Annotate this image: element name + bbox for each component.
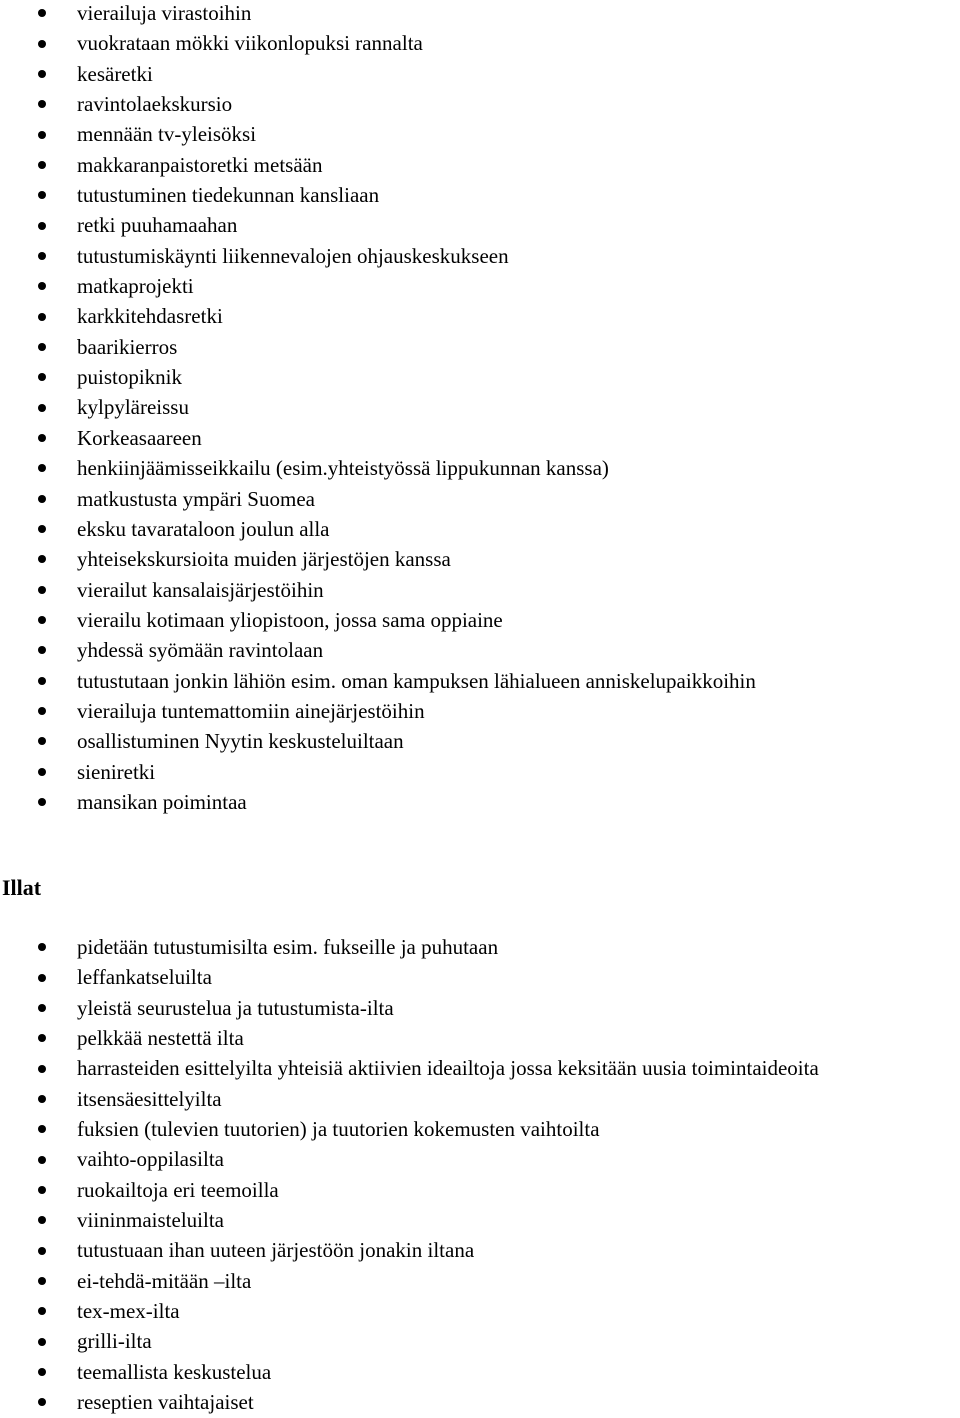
list-item: [0, 757, 756, 787]
list-item: [0, 1084, 819, 1114]
list-item-text: leffankatseluilta: [77, 965, 212, 990]
list-item-text: tutustuaan ihan uuteen järjestöön jonakin iltana: [77, 1238, 475, 1263]
list-item: [0, 1144, 819, 1174]
bullet-icon: [38, 1034, 46, 1042]
list-item-text: baarikierros: [77, 334, 178, 359]
bullet-icon: [38, 9, 46, 17]
bullet-icon: [38, 434, 46, 442]
list-item-text: mansikan poimintaa: [77, 789, 247, 814]
bullet-icon: [38, 586, 46, 594]
list-item-text: tutustumiskäynti liikennevalojen ohjauskeskukseen: [77, 243, 509, 268]
bullet-icon: [38, 616, 46, 624]
list-item: [0, 666, 756, 696]
list-item-text: retki puuhamaahan: [77, 213, 238, 238]
list-item: [0, 484, 756, 514]
list-item: [0, 544, 756, 574]
list-item: [0, 241, 756, 271]
list-item-text: viininmaisteluilta: [77, 1208, 224, 1233]
list-item: [0, 1326, 819, 1356]
bullet-icon: [38, 495, 46, 503]
list-item-text: makkaranpaistoretki metsään: [77, 152, 323, 177]
bullet-icon: [38, 1338, 46, 1346]
list-item: [0, 0, 756, 28]
list-item: [0, 1387, 819, 1417]
list-item-text: vierailuja tuntemattomiin ainejärjestöihin: [77, 698, 425, 723]
list-item: [0, 453, 756, 483]
list-item-text: puistopiknik: [77, 365, 183, 390]
list-item: [0, 575, 756, 605]
list-item: [0, 1023, 819, 1053]
list-item: [0, 635, 756, 665]
bullet-icon: [38, 1368, 46, 1376]
list-item-text: ei-tehdä-mitään –ilta: [77, 1268, 252, 1293]
list-item: [0, 180, 756, 210]
list-item: [0, 1235, 819, 1265]
bullet-icon: [38, 252, 46, 260]
bullet-icon: [38, 40, 46, 48]
bullet-icon: [38, 1186, 46, 1194]
list-item-text: mennään tv-yleisöksi: [77, 122, 257, 147]
list-item-text: teemallista keskustelua: [77, 1359, 272, 1384]
bullet-icon: [38, 191, 46, 199]
evenings-list: [0, 932, 819, 1418]
list-item-text: vierailu kotimaan yliopistoon, jossa sama oppiaine: [77, 607, 503, 632]
list-item: [0, 932, 819, 962]
list-item: [0, 332, 756, 362]
list-item: [0, 1266, 819, 1296]
list-item-text: kesäretki: [77, 61, 153, 86]
bullet-icon: [38, 768, 46, 776]
list-item-text: eksku tavarataloon joulun alla: [77, 516, 330, 541]
list-item-text: henkiinjäämisseikkailu (esim.yhteistyössä lippukunnan kanssa): [77, 456, 609, 481]
bullet-icon: [38, 974, 46, 982]
activities-list: [0, 0, 756, 817]
bullet-icon: [38, 1247, 46, 1255]
list-item: [0, 1296, 819, 1326]
bullet-icon: [38, 100, 46, 108]
list-item: [0, 392, 756, 422]
list-item: [0, 301, 756, 331]
bullet-icon: [38, 1125, 46, 1133]
list-item-text: vaihto-oppilasilta: [77, 1147, 224, 1172]
section-heading-illat: Illat: [2, 875, 42, 900]
list-item-text: ravintolaekskursio: [77, 92, 233, 117]
list-item: [0, 1175, 819, 1205]
bullet-icon: [38, 1156, 46, 1164]
bullet-icon: [38, 131, 46, 139]
list-item-text: pidetään tutustumisilta esim. fukseille ja puhutaan: [77, 935, 499, 959]
list-item: [0, 993, 819, 1023]
bullet-icon: [38, 1216, 46, 1224]
bullet-icon: [38, 1398, 46, 1406]
list-item: [0, 362, 756, 392]
list-item-text: vuokrataan mökki viikonlopuksi rannalta: [77, 31, 423, 56]
list-item-text: kylpyläreissu: [77, 395, 189, 420]
bullet-icon: [38, 70, 46, 78]
list-item: [0, 89, 756, 119]
list-item-text: sieniretki: [77, 759, 156, 784]
list-item-text: vierailut kansalaisjärjestöihin: [77, 577, 324, 602]
bullet-icon: [38, 343, 46, 351]
bullet-icon: [38, 737, 46, 745]
bullet-icon: [38, 161, 46, 169]
list-item-text: yhteisekskursioita muiden järjestöjen kanssa: [77, 547, 451, 572]
bullet-icon: [38, 943, 46, 951]
list-item: [0, 1357, 819, 1387]
bullet-icon: [38, 646, 46, 654]
list-item-text: grilli-ilta: [77, 1329, 152, 1354]
list-item-text: itsensäesittelyilta: [77, 1086, 222, 1111]
bullet-icon: [38, 677, 46, 685]
list-item-text: harrasteiden esittelyilta yhteisiä aktiivien ideailtoja jossa keksitään uusia toimintaideoita: [77, 1056, 819, 1081]
bullet-icon: [38, 222, 46, 230]
list-item-text: matkustusta ympäri Suomea: [77, 486, 315, 511]
list-item: [0, 696, 756, 726]
bullet-icon: [38, 1277, 46, 1285]
bullet-icon: [38, 798, 46, 806]
list-item-text: tutustutaan jonkin lähiön esim. oman kampuksen lähialueen anniskelupaikkoihin: [77, 668, 756, 693]
bullet-icon: [38, 555, 46, 563]
list-item: [0, 514, 756, 544]
list-item: [0, 787, 756, 817]
list-item-text: Korkeasaareen: [77, 425, 202, 450]
list-item-text: ruokailtoja eri teemoilla: [77, 1177, 279, 1202]
list-item-text: tutustuminen tiedekunnan kansliaan: [77, 183, 380, 208]
list-item: [0, 1114, 819, 1144]
bullet-icon: [38, 1065, 46, 1073]
bullet-icon: [38, 404, 46, 412]
list-item-text: karkkitehdasretki: [77, 304, 223, 329]
bullet-icon: [38, 373, 46, 381]
list-item-text: pelkkää nestettä ilta: [77, 1026, 244, 1051]
bullet-icon: [38, 1004, 46, 1012]
list-item-text: matkaprojekti: [77, 274, 194, 299]
list-item: [0, 210, 756, 240]
list-item-text: osallistuminen Nyytin keskusteluiltaan: [77, 729, 404, 754]
bullet-icon: [38, 464, 46, 472]
bullet-icon: [38, 313, 46, 321]
list-item: [0, 28, 756, 58]
bullet-icon: [38, 1095, 46, 1103]
list-item-text: fuksien (tulevien tuutorien) ja tuutorien kokemusten vaihtoilta: [77, 1117, 600, 1142]
bullet-icon: [38, 1307, 46, 1315]
list-item: [0, 605, 756, 635]
list-item: [0, 962, 819, 992]
bullet-icon: [38, 707, 46, 715]
bullet-icon: [38, 525, 46, 533]
list-item: [0, 59, 756, 89]
list-item: [0, 119, 756, 149]
bullet-icon: [38, 282, 46, 290]
list-item: [0, 726, 756, 756]
list-item-text: yhdessä syömään ravintolaan: [77, 638, 324, 663]
list-item-text: reseptien vaihtajaiset: [77, 1390, 254, 1415]
list-item: [0, 1205, 819, 1235]
list-item: [0, 423, 756, 453]
list-item: [0, 1053, 819, 1083]
list-item-text: vierailuja virastoihin: [77, 1, 252, 25]
list-item: [0, 271, 756, 301]
list-item-text: yleistä seurustelua ja tutustumista-ilta: [77, 995, 394, 1020]
list-item-text: tex-mex-ilta: [77, 1299, 180, 1324]
list-item: [0, 150, 756, 180]
